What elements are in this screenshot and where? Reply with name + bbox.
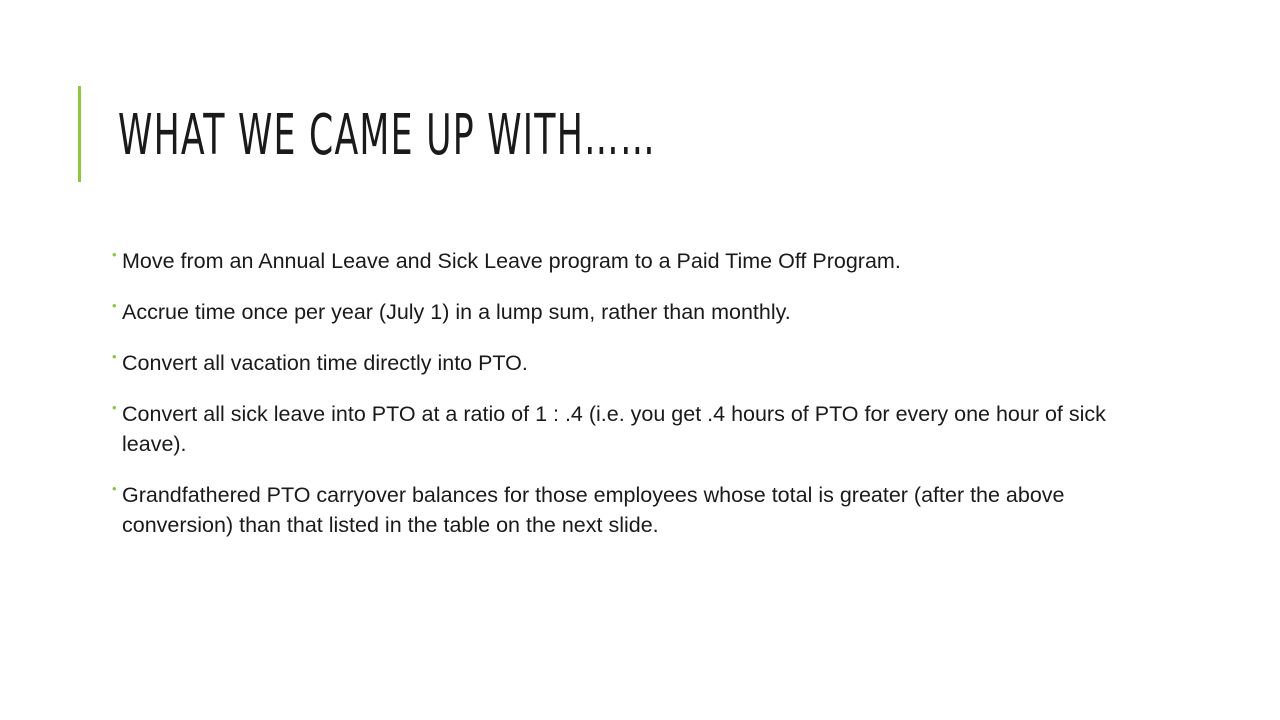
bullet-item [112,348,1152,378]
bullet-text: Grandfathered PTO carryover balances for those employees whose total is greater (after the above conversion) than that listed in the table on the next slide. [122,483,1065,537]
bullet-item [112,480,1152,540]
bullet-text: Move from an Annual Leave and Sick Leave program to a Paid Time Off Program. [122,249,901,273]
bullet-text: Convert all vacation time directly into PTO. [122,351,528,375]
bullet-text: Convert all sick leave into PTO at a ratio of 1 : .4 (i.e. you get .4 hours of PTO for every one hour of sick leave). [122,402,1106,456]
bullet-dot-icon: • [112,247,117,262]
bullet-dot-icon: • [112,349,117,364]
bullet-dot-icon: • [112,298,117,313]
bullet-item [112,246,1152,276]
bullet-item [112,297,1152,327]
bullet-dot-icon: • [112,481,117,496]
bullet-list [112,246,1152,561]
bullet-item [112,399,1152,459]
title-accent-bar [78,86,81,182]
slide-title: WHAT WE CAME UP WITH…… [118,103,656,168]
bullet-text: Accrue time once per year (July 1) in a lump sum, rather than monthly. [122,300,791,324]
bullet-dot-icon: • [112,400,117,415]
